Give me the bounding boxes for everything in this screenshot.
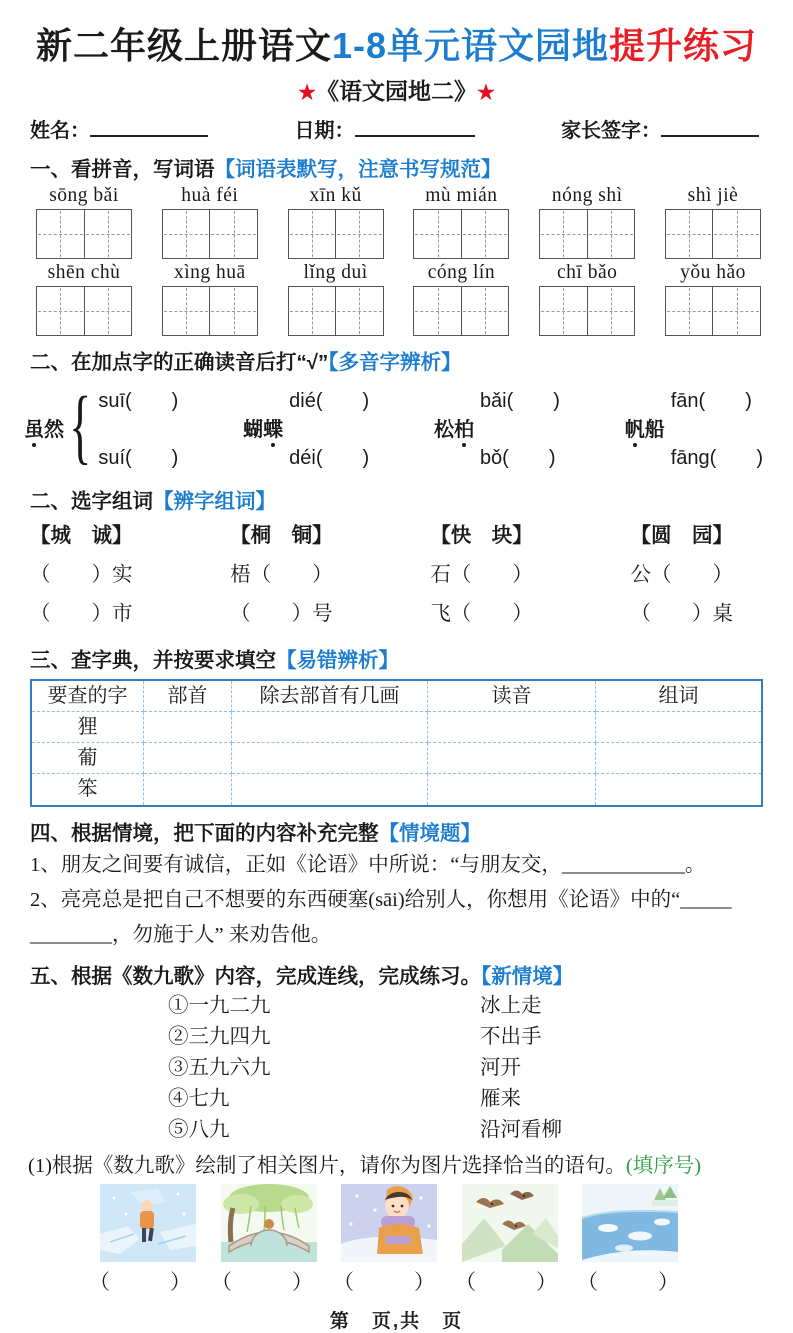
character-pair: 【圆 园】 xyxy=(630,525,733,547)
match-row xyxy=(168,1022,793,1053)
section5-title: 根据情境，把下面的内容补充完整 xyxy=(71,822,379,845)
table-cell-empty xyxy=(144,712,232,743)
writing-grid xyxy=(162,286,258,336)
option-bottom: déi( ) xyxy=(289,447,370,469)
unit-subtitle xyxy=(0,73,793,106)
pinyin-label: shēn chù xyxy=(47,262,121,283)
character-pair: 【桐 铜】 xyxy=(230,525,333,547)
multi-sound-item xyxy=(625,384,763,470)
section4-tag: 【易错辨析】 xyxy=(276,649,399,672)
writing-grid xyxy=(539,286,635,336)
section5-heading xyxy=(30,816,763,846)
pinyin-group xyxy=(405,185,517,259)
pinyin-group xyxy=(28,185,140,259)
matching-list xyxy=(168,991,793,1146)
fill-in-line: ________，勿施于人” 来劝告他。 xyxy=(30,923,332,946)
match-right-item: 不出手 xyxy=(480,1026,542,1049)
choose-character-grid xyxy=(30,517,733,634)
table-cell-empty xyxy=(232,743,428,774)
pinyin-group xyxy=(154,262,266,336)
answer-blank: （ ） xyxy=(211,1270,319,1295)
pinyin-label: huà féi xyxy=(181,185,239,206)
section3-number: 二、 xyxy=(30,490,71,513)
writing-grid xyxy=(36,209,132,259)
match-row xyxy=(168,1084,793,1115)
option-bottom: fāng( ) xyxy=(670,447,763,469)
section1-heading xyxy=(30,152,763,182)
multi-sound-row xyxy=(24,379,763,475)
pinyin-label: sōng bǎi xyxy=(49,185,119,206)
picture-strip xyxy=(100,1184,678,1262)
match-row xyxy=(168,991,793,1022)
section2-number: 二、 xyxy=(30,351,71,374)
sign-blank xyxy=(661,121,759,137)
dictionary-table xyxy=(30,679,763,807)
choose-character-column xyxy=(230,517,333,634)
table-header: 除去部首有几画 xyxy=(232,681,428,712)
section6-title: 根据《数九歌》内容，完成连线，完成练习。 xyxy=(71,965,481,989)
pinyin-group xyxy=(280,262,392,336)
answer-blank: （ ） xyxy=(333,1270,441,1295)
pinyin-label: shì jiè xyxy=(687,185,739,206)
option-top: dié( ) xyxy=(289,390,370,412)
match-right-item: 雁来 xyxy=(480,1088,521,1111)
pinyin-label: cóng lín xyxy=(427,262,496,283)
pinyin-row-1 xyxy=(28,185,769,259)
sign-field xyxy=(561,114,759,143)
date-blank xyxy=(355,121,475,137)
choose-character-column xyxy=(430,517,533,634)
table-header: 要查的字 xyxy=(32,681,144,712)
section1-tag: 【词语表默写，注意书写规范】 xyxy=(214,158,502,181)
table-cell-empty xyxy=(144,774,232,805)
section1-number: 一、 xyxy=(30,158,71,181)
table-cell-empty xyxy=(596,712,761,743)
pronunciation-options xyxy=(289,384,369,470)
table-header: 部首 xyxy=(144,681,232,712)
table-cell-empty xyxy=(428,712,596,743)
subtitle-text: 《语文园地二》 xyxy=(316,79,477,104)
picture-question xyxy=(28,1148,775,1178)
section3-heading xyxy=(30,484,763,514)
section3-tag: 【辨字组词】 xyxy=(153,490,276,513)
pinyin-group xyxy=(531,262,643,336)
section4-heading xyxy=(30,643,763,673)
pronunciation-options xyxy=(480,384,560,470)
fill-in-line: 1、朋友之间要有诚信，正如《论语》中所说：“与朋友交，____________。 xyxy=(30,854,706,876)
word-blank: （ ）桌 xyxy=(630,603,733,625)
section6-heading xyxy=(30,959,763,989)
table-cell-empty xyxy=(428,743,596,774)
match-left-item: ③五九六九 xyxy=(168,1057,271,1080)
match-right-item: 河开 xyxy=(480,1057,521,1080)
character-pair: 【城 诚】 xyxy=(30,525,133,547)
pronunciation-options xyxy=(671,384,763,470)
brace-icon: { xyxy=(69,380,92,474)
answer-blank: （ ） xyxy=(577,1270,685,1295)
writing-grid xyxy=(36,286,132,336)
image-wild-geese-flying xyxy=(462,1184,558,1262)
option-top: bǎi( ) xyxy=(479,390,560,412)
pinyin-group xyxy=(280,185,392,259)
writing-grid xyxy=(288,209,384,259)
name-blank xyxy=(90,121,208,137)
image-willow-tree-stone-bridge xyxy=(221,1184,317,1262)
name-field xyxy=(30,114,208,143)
dotted-word: 蝴蝶 xyxy=(243,418,284,441)
table-cell-empty xyxy=(596,743,761,774)
match-left-item: ①一九二九 xyxy=(168,995,271,1018)
pinyin-label: mù mián xyxy=(425,185,498,206)
character-pair: 【快 块】 xyxy=(430,525,533,547)
word-blank: 石（ ） xyxy=(430,564,533,586)
pinyin-group xyxy=(657,262,769,336)
picture-question-text: (1)根据《数九歌》绘制了相关图片，请你为图片选择恰当的语句。 xyxy=(28,1155,626,1178)
multi-sound-item xyxy=(434,384,560,470)
writing-grid xyxy=(665,286,761,336)
date-field xyxy=(295,114,475,143)
pinyin-group xyxy=(405,262,517,336)
dotted-word: 帆船 xyxy=(624,418,665,441)
answer-blank: （ ） xyxy=(89,1270,197,1295)
pinyin-label: xīn kǔ xyxy=(309,185,362,206)
writing-grid xyxy=(413,209,509,259)
pinyin-row-2 xyxy=(28,262,769,336)
table-row-char: 葡 xyxy=(32,743,144,774)
section1-title: 看拼音，写词语 xyxy=(71,158,215,181)
sign-label: 家长签字： xyxy=(561,120,661,142)
word-blank: （ ）号 xyxy=(230,603,333,625)
choose-character-column xyxy=(630,517,733,634)
match-left-item: ④七九 xyxy=(168,1088,230,1111)
section6-tag: 【新情境】 xyxy=(481,965,574,989)
answer-blank: （ ） xyxy=(455,1270,563,1295)
section2-heading xyxy=(30,345,763,375)
image-icy-river-thawing xyxy=(582,1184,678,1262)
table-cell-empty xyxy=(428,774,596,805)
star-icon: ★ xyxy=(298,82,316,104)
table-row-char: 笨 xyxy=(32,774,144,805)
image-person-walking-on-ice xyxy=(100,1184,196,1262)
section4-title: 查字典，并按要求填空 xyxy=(71,649,276,672)
section5-number: 四、 xyxy=(30,822,71,845)
match-row xyxy=(168,1115,793,1146)
title-red: 提升练习 xyxy=(609,25,758,66)
section2-tag: 【多音字辨析】 xyxy=(328,351,462,374)
pinyin-group xyxy=(657,185,769,259)
answer-blank-row xyxy=(88,1266,686,1296)
match-left-item: ②三九四九 xyxy=(168,1026,271,1049)
image-girl-in-winter-clothes xyxy=(341,1184,437,1262)
picture-question-hint: (填序号) xyxy=(625,1155,702,1178)
section3-title: 选字组词 xyxy=(71,490,153,513)
worksheet-page xyxy=(0,18,793,1333)
title-black: 新二年级上册语文 xyxy=(35,25,332,66)
pinyin-label: lǐng duì xyxy=(303,262,368,283)
table-cell-empty xyxy=(596,774,761,805)
option-top: fān( ) xyxy=(670,390,752,412)
pinyin-label: xìng huā xyxy=(173,262,246,283)
dotted-word: 虽然 xyxy=(24,418,64,441)
match-row xyxy=(168,1053,793,1084)
section2-title: 在加点字的正确读音后打“√” xyxy=(71,351,329,374)
multi-sound-item xyxy=(24,380,179,474)
match-right-item: 冰上走 xyxy=(480,995,542,1018)
star-icon: ★ xyxy=(477,82,495,104)
writing-grid xyxy=(539,209,635,259)
writing-grid xyxy=(288,286,384,336)
date-label: 日期： xyxy=(294,120,355,142)
section6-number: 五、 xyxy=(30,965,71,989)
word-blank: （ ）市 xyxy=(30,603,133,625)
word-blank: 公（ ） xyxy=(630,564,733,586)
writing-grid xyxy=(413,286,509,336)
pronunciation-options xyxy=(98,384,178,470)
section4-number: 三、 xyxy=(30,649,71,672)
option-bottom: suí( ) xyxy=(98,447,179,469)
writing-grid xyxy=(665,209,761,259)
match-right-item: 沿河看柳 xyxy=(480,1119,562,1142)
title-blue: 1-8单元语文园地 xyxy=(331,25,610,66)
table-cell-empty xyxy=(232,712,428,743)
table-row-char: 狸 xyxy=(32,712,144,743)
table-header: 组词 xyxy=(596,681,761,712)
page-title xyxy=(0,18,793,69)
choose-character-column xyxy=(30,517,133,634)
word-blank: 梧（ ） xyxy=(230,564,333,586)
header-fields xyxy=(30,114,759,143)
pinyin-group xyxy=(28,262,140,336)
section5-tag: 【情境题】 xyxy=(378,822,481,845)
pinyin-label: yǒu hǎo xyxy=(680,262,746,283)
option-bottom: bǒ( ) xyxy=(479,447,556,469)
table-header: 读音 xyxy=(428,681,596,712)
word-blank: （ ）实 xyxy=(30,564,133,586)
page-footer: 第 页,共 页 xyxy=(329,1311,464,1333)
name-label: 姓名： xyxy=(30,120,90,142)
writing-grid xyxy=(162,209,258,259)
match-left-item: ⑤八九 xyxy=(168,1119,230,1142)
table-cell-empty xyxy=(144,743,232,774)
pinyin-label: chī bǎo xyxy=(557,262,618,283)
multi-sound-item xyxy=(243,384,369,470)
word-blank: 飞（ ） xyxy=(430,603,533,625)
table-cell-empty xyxy=(232,774,428,805)
pinyin-group xyxy=(531,185,643,259)
option-top: suī( ) xyxy=(98,390,179,412)
pinyin-group xyxy=(154,185,266,259)
fill-in-line: 2、亮亮总是把自己不想要的东西硬塞(sāi)给别人，你想用《论语》中的“_____ xyxy=(30,888,732,911)
pinyin-label: nóng shì xyxy=(551,185,623,206)
dotted-word: 松柏 xyxy=(433,418,474,441)
